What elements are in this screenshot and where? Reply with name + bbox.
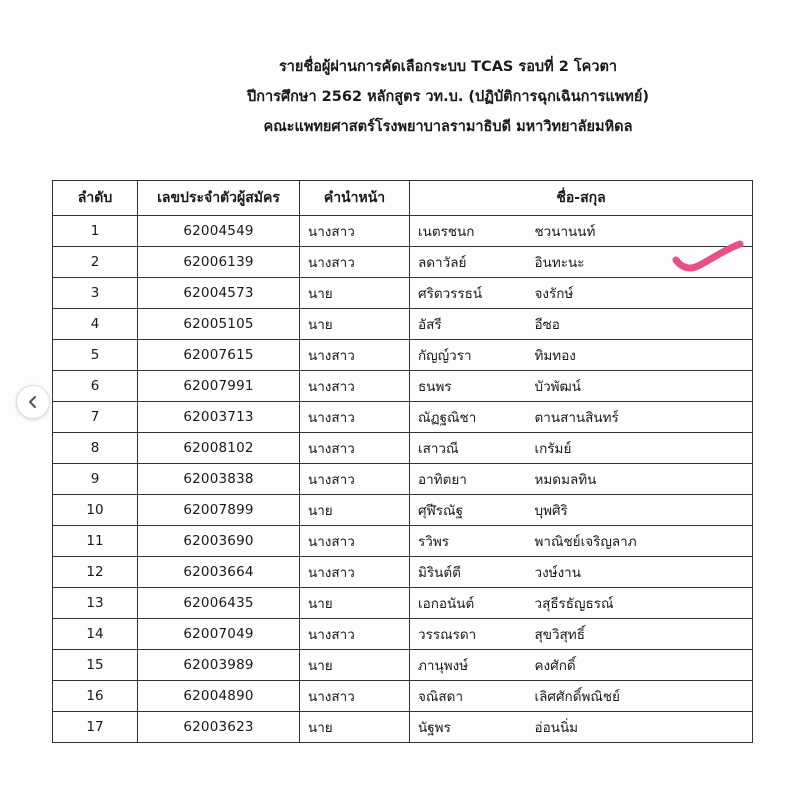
row-number: 11 bbox=[53, 526, 138, 557]
first-name: อาทิตยา bbox=[410, 464, 535, 495]
table-row bbox=[53, 433, 753, 464]
name-prefix: นาย bbox=[300, 588, 410, 619]
last-name: วงษ์งาน bbox=[535, 557, 753, 588]
row-number: 15 bbox=[53, 650, 138, 681]
first-name: เอกอนันต์ bbox=[410, 588, 535, 619]
applicant-id: 62006435 bbox=[138, 588, 300, 619]
table-row bbox=[53, 247, 753, 278]
table-row bbox=[53, 619, 753, 650]
applicant-id: 62004573 bbox=[138, 278, 300, 309]
applicant-id: 62008102 bbox=[138, 433, 300, 464]
row-number: 14 bbox=[53, 619, 138, 650]
applicant-id: 62003664 bbox=[138, 557, 300, 588]
last-name: หมดมลทิน bbox=[535, 464, 753, 495]
applicant-id: 62007899 bbox=[138, 495, 300, 526]
row-number: 4 bbox=[53, 309, 138, 340]
last-name: ทิมทอง bbox=[535, 340, 753, 371]
last-name: พาณิชย์เจริญลาภ bbox=[535, 526, 753, 557]
table-row bbox=[53, 402, 753, 433]
table-row bbox=[53, 557, 753, 588]
first-name: ณัฏฐณิชา bbox=[410, 402, 535, 433]
last-name: บุพศิริ bbox=[535, 495, 753, 526]
name-prefix: นาย bbox=[300, 309, 410, 340]
table-header-row bbox=[53, 181, 753, 216]
name-prefix: นางสาว bbox=[300, 464, 410, 495]
last-name: เกรัมย์ bbox=[535, 433, 753, 464]
applicant-id: 62004890 bbox=[138, 681, 300, 712]
table-row bbox=[53, 650, 753, 681]
applicant-id: 62003989 bbox=[138, 650, 300, 681]
table-row bbox=[53, 309, 753, 340]
first-name: จณิสดา bbox=[410, 681, 535, 712]
first-name: ภานุพงษ์ bbox=[410, 650, 535, 681]
first-name: ลดาวัลย์ bbox=[410, 247, 535, 278]
row-number: 13 bbox=[53, 588, 138, 619]
table-row bbox=[53, 371, 753, 402]
first-name: เนตรชนก bbox=[410, 216, 535, 247]
header-prefix: คำนำหน้า bbox=[300, 181, 410, 216]
header-order: ลำดับ bbox=[53, 181, 138, 216]
results-table bbox=[52, 180, 753, 743]
name-prefix: นางสาว bbox=[300, 619, 410, 650]
last-name: วสุธีรธัญธรณ์ bbox=[535, 588, 753, 619]
last-name: บัวพัฒน์ bbox=[535, 371, 753, 402]
table-row bbox=[53, 464, 753, 495]
first-name: ศริตวรรธน์ bbox=[410, 278, 535, 309]
document-subtitle-faculty: คณะแพทยศาสตร์โรงพยาบาลรามาธิบดี มหาวิทยาลัยมหิดล bbox=[263, 119, 633, 135]
document-header bbox=[0, 52, 800, 142]
table-row bbox=[53, 681, 753, 712]
first-name: นัฐพร bbox=[410, 712, 535, 743]
first-name: วรรณรดา bbox=[410, 619, 535, 650]
first-name: มิรินต์ตี bbox=[410, 557, 535, 588]
first-name: รวิพร bbox=[410, 526, 535, 557]
last-name: อีซอ bbox=[535, 309, 753, 340]
applicant-id: 62007049 bbox=[138, 619, 300, 650]
table-row bbox=[53, 278, 753, 309]
name-prefix: นางสาว bbox=[300, 340, 410, 371]
first-name: กัญญ์วรา bbox=[410, 340, 535, 371]
row-number: 1 bbox=[53, 216, 138, 247]
row-number: 7 bbox=[53, 402, 138, 433]
last-name: อ่อนนิ่ม bbox=[535, 712, 753, 743]
last-name: จงรักษ์ bbox=[535, 278, 753, 309]
chevron-left-icon bbox=[26, 395, 40, 409]
name-prefix: นางสาว bbox=[300, 433, 410, 464]
table-row bbox=[53, 495, 753, 526]
first-name: ธนพร bbox=[410, 371, 535, 402]
last-name: สุขวิสุทธิ์ bbox=[535, 619, 753, 650]
name-prefix: นางสาว bbox=[300, 557, 410, 588]
applicant-id: 62006139 bbox=[138, 247, 300, 278]
first-name: ศุฬีรณัฐ bbox=[410, 495, 535, 526]
name-prefix: นาย bbox=[300, 650, 410, 681]
table-row bbox=[53, 216, 753, 247]
first-name: เสาวณี bbox=[410, 433, 535, 464]
name-prefix: นาย bbox=[300, 278, 410, 309]
applicant-id: 62004549 bbox=[138, 216, 300, 247]
row-number: 16 bbox=[53, 681, 138, 712]
applicant-id: 62003838 bbox=[138, 464, 300, 495]
table-row bbox=[53, 340, 753, 371]
last-name: อินทะนะ bbox=[535, 247, 753, 278]
table-row bbox=[53, 526, 753, 557]
header-name: ชื่อ-สกุล bbox=[410, 181, 753, 216]
row-number: 9 bbox=[53, 464, 138, 495]
first-name: อัสรี bbox=[410, 309, 535, 340]
table-row bbox=[53, 712, 753, 743]
row-number: 5 bbox=[53, 340, 138, 371]
previous-image-button[interactable] bbox=[16, 385, 50, 419]
name-prefix: นางสาว bbox=[300, 216, 410, 247]
name-prefix: นางสาว bbox=[300, 526, 410, 557]
name-prefix: นางสาว bbox=[300, 681, 410, 712]
name-prefix: นางสาว bbox=[300, 371, 410, 402]
document-title: รายชื่อผู้ผ่านการคัดเลือกระบบ TCAS รอบที่ 2 โควตา bbox=[278, 59, 618, 75]
table-body bbox=[53, 216, 753, 743]
applicant-id: 62007991 bbox=[138, 371, 300, 402]
check-mark-icon bbox=[672, 238, 744, 274]
name-prefix: นาย bbox=[300, 712, 410, 743]
last-name: คงศักดิ์ bbox=[535, 650, 753, 681]
row-number: 3 bbox=[53, 278, 138, 309]
row-number: 2 bbox=[53, 247, 138, 278]
table-row bbox=[53, 588, 753, 619]
document-subtitle-year-program: ปีการศึกษา 2562 หลักสูตร วท.บ. (ปฏิบัติการฉุกเฉินการแพทย์) bbox=[247, 89, 649, 105]
row-number: 17 bbox=[53, 712, 138, 743]
row-number: 8 bbox=[53, 433, 138, 464]
row-number: 6 bbox=[53, 371, 138, 402]
last-name: ชวนานนท์ bbox=[535, 216, 753, 247]
name-prefix: นางสาว bbox=[300, 402, 410, 433]
name-prefix: นางสาว bbox=[300, 247, 410, 278]
last-name: ตานสานสินทร์ bbox=[535, 402, 753, 433]
applicant-id: 62007615 bbox=[138, 340, 300, 371]
applicant-id: 62005105 bbox=[138, 309, 300, 340]
row-number: 10 bbox=[53, 495, 138, 526]
last-name: เลิศศักดิ์พณิชย์ bbox=[535, 681, 753, 712]
applicant-id: 62003690 bbox=[138, 526, 300, 557]
row-number: 12 bbox=[53, 557, 138, 588]
applicant-id: 62003713 bbox=[138, 402, 300, 433]
name-prefix: นาย bbox=[300, 495, 410, 526]
header-applicant-id: เลขประจำตัวผู้สมัคร bbox=[138, 181, 300, 216]
applicant-id: 62003623 bbox=[138, 712, 300, 743]
